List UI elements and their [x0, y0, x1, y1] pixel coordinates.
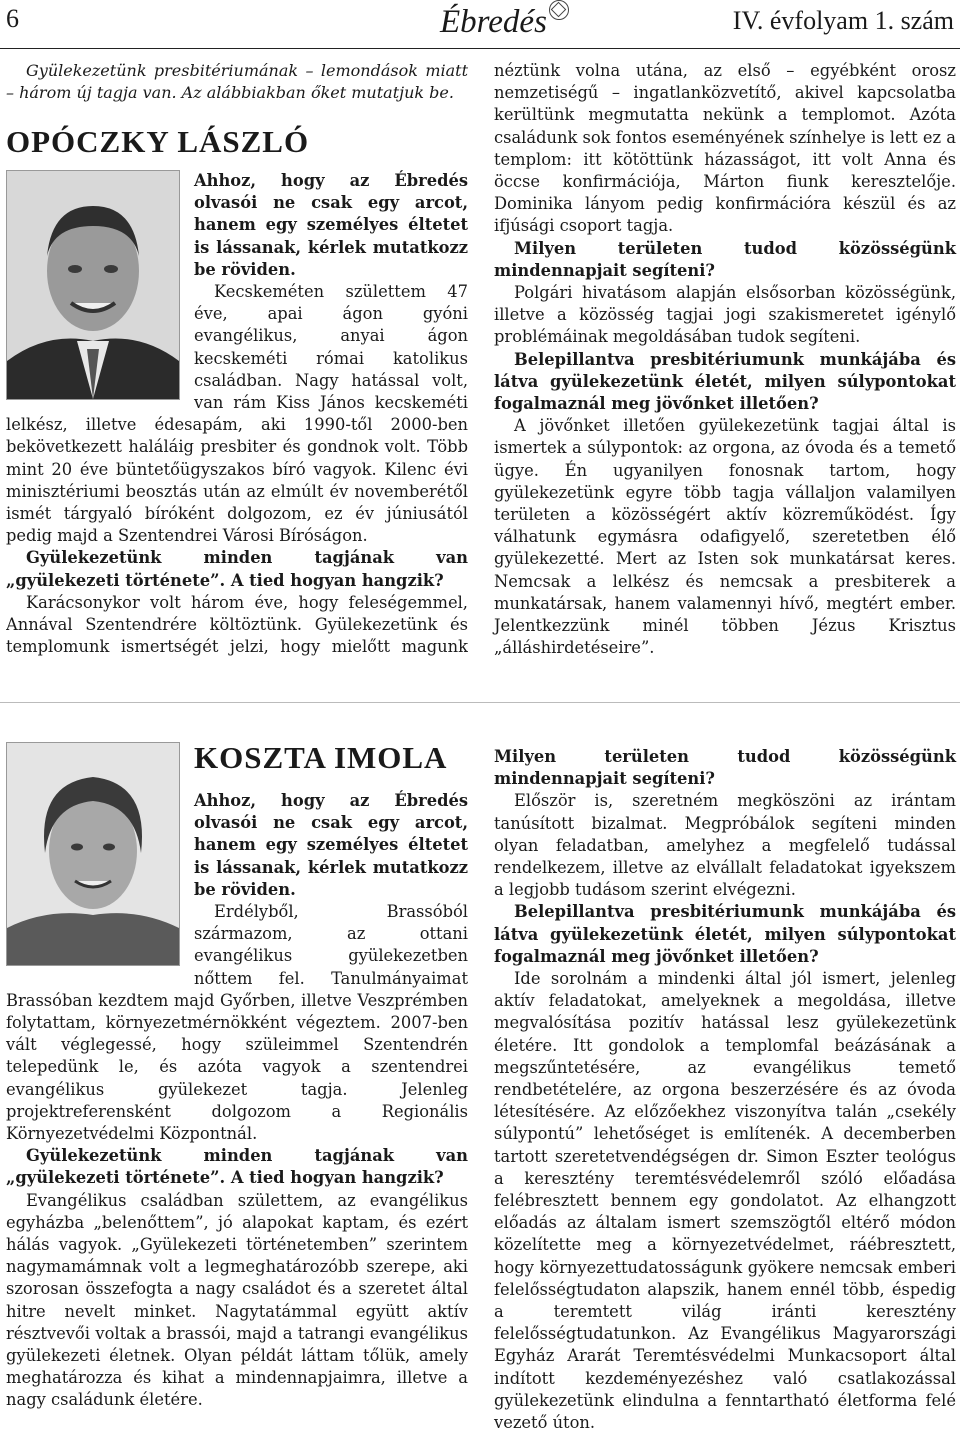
article2-left-column: [6, 742, 468, 1412]
portrait-photo: [6, 170, 180, 400]
article-separator: [0, 702, 960, 703]
question-3: Milyen területen tudod közösségünk mindennapjait segíteni?: [494, 747, 956, 789]
answer-2: Evangélikus családban születtem, az evangélikus egyházba „belenőttem”, jó alapokat kaptam, és ezért hálás vagyok. „Gyülekezeti történetemben” szerintem nagymamámnak volt a legmeghatározóbb szerepe, aki szorosan összefogta a nagy családot és a szeretet által hitre nevelt minket. Nagytatámmal együtt aktív résztvevői voltak a brassói, majd a tatrangi evangélikus gyülekezeti életnek. Olyan példát láttam tőlük, amely meghatározza és kihat a mindennapjaimra, illetve a nagy családunk életére.: [6, 1190, 468, 1410]
header-rule: [0, 48, 960, 49]
page-header: [0, 0, 960, 56]
question-2: Gyülekezetünk minden tagjának van „gyülekezeti története”. A tied hogyan hangzik?: [6, 1146, 468, 1188]
answer-4: A jövőnket illetően gyülekezetünk tagjai által is ismertek a súlypontok: az orgona, az óvoda és a temető ügye. Én ugyanilyen fonosnak tartom, hogy gyülekezetünk egyre több tagja vállaljon valamilyen területen a közösségért aktív közreműködést. Így válhatunk egymásra odafigyelő, szeretetben élő gyülekezetté. Mert az Isten sok munkatársat keres. Nemcsak a lelkész és nemcsak a presbiterek a munkatársak, hanem valamennyi hívő, megtért ember. Jelentkezzünk minél többen Jézus Krisztus „álláshirdetéseire”.: [494, 416, 956, 658]
person-name: KOSZTA IMOLA: [194, 740, 448, 775]
page-number: 6: [6, 4, 19, 33]
journal-title: [440, 0, 569, 41]
answer-2: Karácsonykor volt három éve, hogy feleségemmel, Annával Szentendrére költöztünk. Gyülekezetünk és templomunk ismertségét jelzi, hogy mielőtt magunk: [6, 592, 468, 657]
answer-3: Polgári hivatásom alapján elsősorban közösségünk, illetve a közösség tagjai jogi szakismeretet igénylő problémáinak megoldásában tudok segíteni.: [494, 283, 956, 347]
answer-1: Kecskeméten születtem 47 éve, apai ágon gyóni evangélikus, anyai ágon kecskeméti római katolikus családban. Nagy hatással volt, van rám Kiss János kecskeméti lelkész, illetve édesapám, aki 1990-től 2000-ben bekövetkezett haláláig presbiter és gondnok volt. Több mint 20 éve büntetőügyszakos bíró vagyok. Kilenc évi minisztériumi beosztás után az elmúlt év novemberétől ismét tárgyaló bíróként dolgozom, ez év júniusától pedig majd a Szentendrei Városi Bíróságon.: [6, 282, 468, 546]
issue-info: IV. évfolyam 1. szám: [732, 6, 954, 35]
question-4: Belepillantva presbitériumunk munkájába és látva gyülekezetünk életét, milyen súlypontokat fogalmaznál meg jövőnket illetően?: [494, 902, 956, 966]
article-intro: Gyülekezetünk presbitériumának – lemondások miatt – három új tagja van. Az alábbiakban őket mutatjuk be.: [6, 61, 468, 102]
portrait-woman-image: [7, 743, 179, 965]
question-3: Milyen területen tudod közösségünk mindennapjait segíteni?: [494, 238, 956, 280]
answer-1: Erdélyből, Brassóból származom, az ottani evangélikus gyülekezetben nőttem fel. Tanulmányaimat Brassóban kezdtem majd Győrben, illetve Veszprémben folytattam, környezetmérnökként végeztem. 2007-ben vált véglegessé, hogy szüleimmel Szentendrén telepedünk le, és azóta vagyok a szentendrei evangélikus gyülekezet tagja. Jelenleg projektreferensként dolgozom a Regionális Környezetvédelmi Központnál.: [6, 902, 468, 1144]
question-1: Ahhoz, hogy az Ébredés olvasói ne csak egy arcot, hanem egy személyes éltetet is lássanak, kérlek mutatkozz be röviden.: [194, 791, 468, 899]
answer-4: Ide sorolnám a mindenki által jól ismert, jelenleg aktív feladatokat, amelyeknek a megoldása, illetve megvalósítása pozitív hatással lesz gyülekezetünk életére. Itt gondolok a templomfal beázásának a megszűntetésére, az evangélikus temető rendbetételére, az orgona beszerzésére és az óvoda létesítésére. Az előzőekhez viszonyítva talán „csekély súlypontú” lehetőséget is említenék. A decemberben tartott szeretetvendégségen dr. Simon Eszter teológus a keresztény teremtésvédelemről szóló előadása felébresztett bennem egy gondolatot. Az elhangzott előadás az általam ismert szemszögtől eltérő módon közelítette meg a környezetvédelmet, ráébresztett, hogy környezettudatosságunk gyökere nemcsak emberi felelősségtudaton alapszik, hanem ennél több, éspedig a teremtett világ iránti keresztény felelősségtudatunkon. Az Evangélikus Magyarországi Egyház Ararát Teremtésvédelmi Munkacsoport által indított kezdeményezéshez való csatlakozással gyülekezetünk elindulna a fenntartható életforma felé vezető úton.: [494, 969, 956, 1433]
journal-title-text: Ébredés: [440, 4, 547, 40]
article1-left-column: [6, 60, 468, 658]
portrait-man-image: [7, 171, 179, 399]
article2-right-column: [494, 746, 956, 1434]
portrait-photo: [6, 742, 180, 966]
question-4: Belepillantva presbitériumunk munkájába és látva gyülekezetünk életét, milyen súlypontokat fogalmaznál meg jövőnket illetően?: [494, 349, 956, 414]
person-name: OPÓCZKY LÁSZLÓ: [6, 124, 310, 159]
question-2: Gyülekezetünk minden tagjának van „gyülekezeti története”. A tied hogyan hangzik?: [6, 548, 468, 590]
answer-3: Először is, szeretném megköszöni az irántam tanúsított bizalmat. Megpróbálok segíteni minden olyan feladatban, amelyhez a megfelelő tudással rendelkezem, illetve az elvállalt feladatokat igyekszem a legjobb tudásom szerint elvégezni.: [494, 791, 956, 900]
ornament-icon: [549, 0, 569, 20]
question-1: Ahhoz, hogy az Ébredés olvasói ne csak egy arcot, hanem egy személyes éltetet is lássanak, kérlek mutatkozz be röviden.: [194, 171, 468, 279]
article1-right-column: [494, 60, 956, 659]
answer-2-continued: néztünk volna utána, az első – egyébként orosz nemzetiségű – ingatlanközvetítő, akivel kapcsolatba kerültünk megmutatta nekünk a templomot. Azóta családunk sok fontos eseményének színhelye is lett ez a templom: itt kötöttünk házasságot, itt volt Anna és öccse konfirmációja, Márton fiunk keresztelője. Dominika lányom pedig konfirmációra készül és az ifjúsági csoport tagja.: [494, 61, 956, 236]
